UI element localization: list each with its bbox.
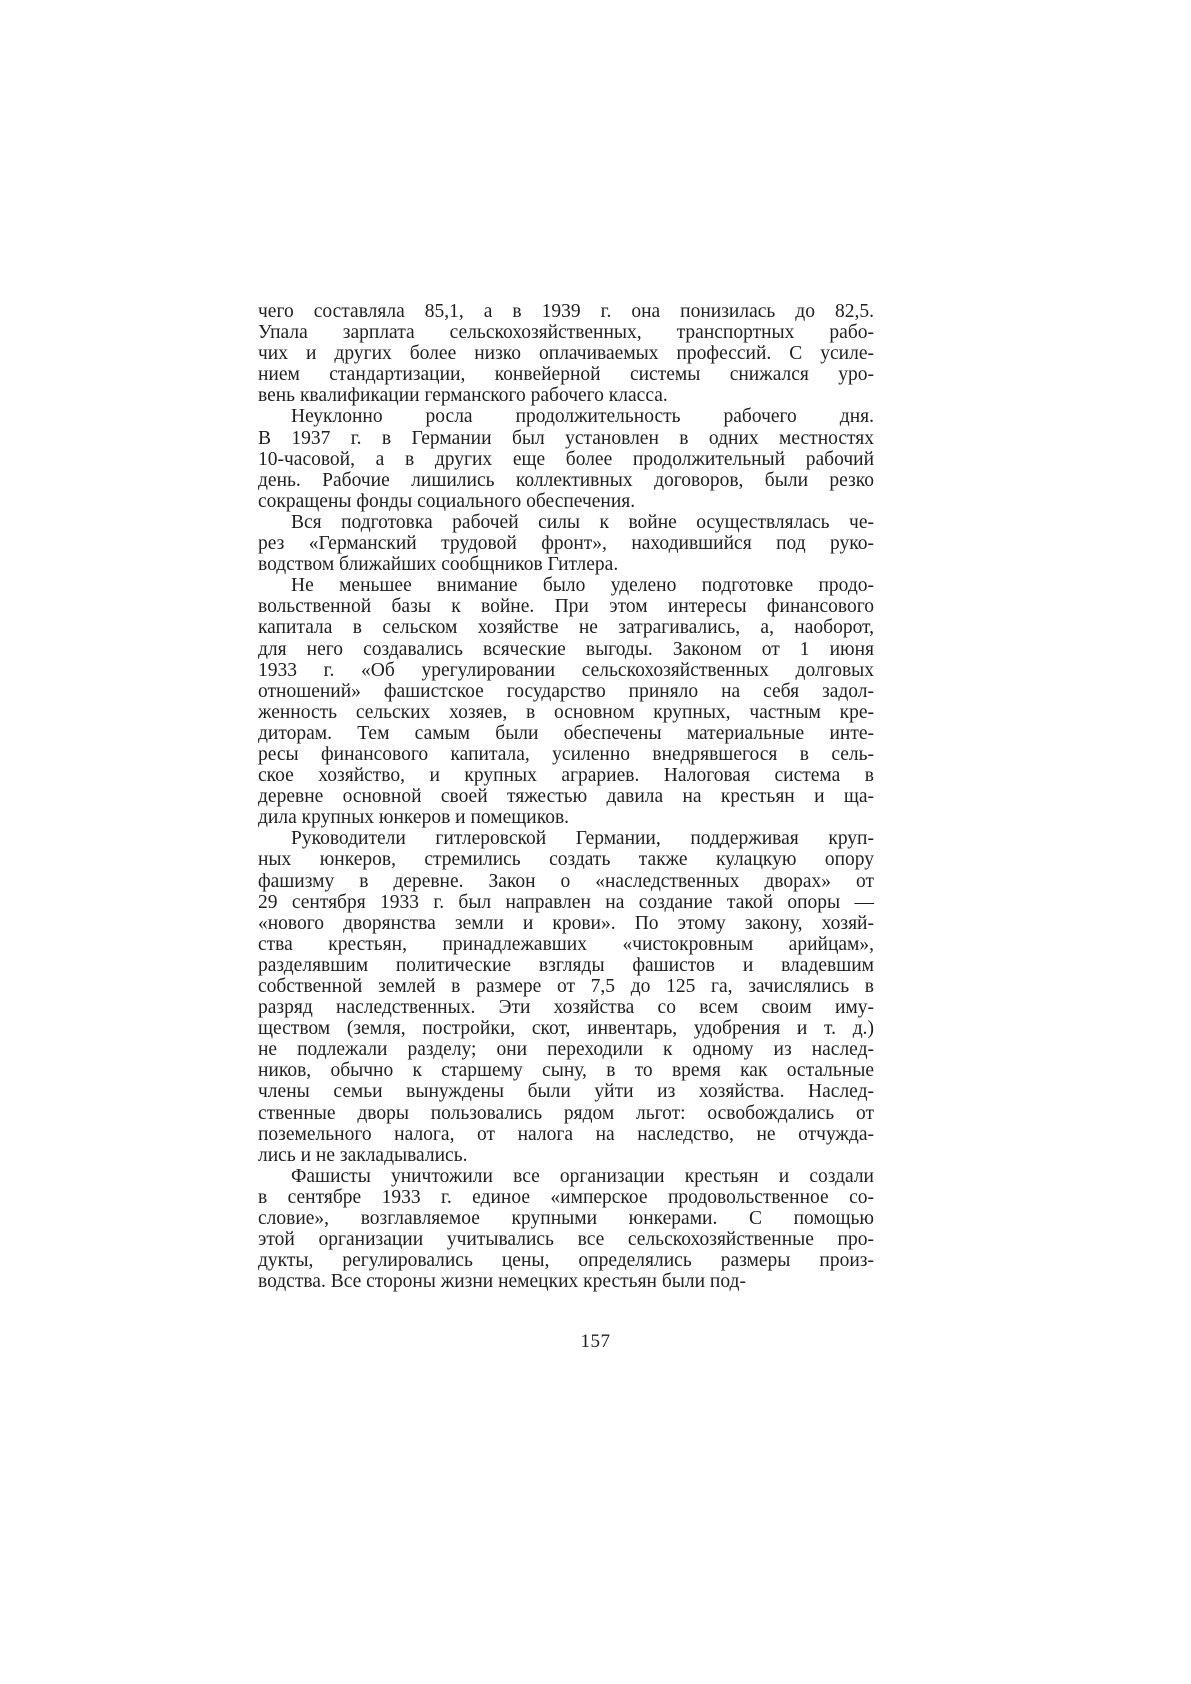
text-line: В 1937 г. в Германии был установлен в одних местностях [258, 427, 874, 449]
paragraph [258, 512, 874, 575]
text-line: фашизму в деревне. Закон о «наследственных дворах» от [258, 870, 874, 892]
text-line: разделявшим политические взгляды фашистов и владевшим [258, 954, 874, 976]
text-line: в сентябре 1933 г. единое «имперское продовольственное со- [258, 1186, 874, 1208]
paragraph [258, 828, 874, 1166]
text-line: поземельного налога, от налога на наследство, не отчужда- [258, 1123, 874, 1145]
text-line: день. Рабочие лишились коллективных договоров, были резко [258, 469, 874, 491]
text-line: капитала в сельском хозяйстве не затрагивались, а, наоборот, [258, 617, 874, 639]
text-line: 1933 г. «Об урегулировании сельскохозяйственных долговых [258, 659, 874, 681]
text-line: этой организации учитывались все сельскохозяйственные про- [258, 1229, 874, 1251]
text-line: Неуклонно росла продолжительность рабочего дня. [291, 406, 874, 428]
text-line: вень квалификации германского рабочего класса. [258, 385, 668, 407]
text-line: деревне основной своей тяжестью давила на крестьян и ща- [258, 786, 874, 808]
text-line: ресы финансового капитала, усиленно внедрявшегося в сель- [258, 743, 874, 765]
text-line: Руководители гитлеровской Германии, поддерживая круп- [291, 828, 874, 850]
text-line: дукты, регулировались цены, определялись размеры произ- [258, 1250, 874, 1272]
text-line: дила крупных юнкеров и помещиков. [258, 807, 570, 829]
text-line: 29 сентября 1933 г. был направлен на создание такой опоры — [258, 891, 874, 913]
text-line: Не меньшее внимание было уделено подготовке продо- [291, 575, 874, 597]
text-line: ственные дворы пользовались рядом льгот: освобождались от [258, 1102, 874, 1124]
text-line: чего составляла 85,1, а в 1939 г. она понизилась до 82,5. [258, 301, 874, 322]
paragraph [258, 406, 874, 511]
text-line: Вся подготовка рабочей силы к войне осуществлялась че- [291, 511, 874, 533]
text-line: лись и не закладывались. [258, 1144, 468, 1166]
text-line: для него создавались всяческие выгоды. Законом от 1 июня [258, 638, 874, 660]
text-line: вольственной базы к войне. При этом интересы финансового [258, 596, 874, 618]
body-text [258, 301, 874, 1292]
text-line: рез «Германский трудовой фронт», находившийся под руко- [258, 533, 874, 555]
text-line: не подлежали разделу; они переходили к одному из наслед- [258, 1039, 874, 1061]
text-line: водства. Все стороны жизни немецких крестьян были под- [258, 1271, 746, 1293]
text-line: Упала зарплата сельскохозяйственных, транспортных рабо- [258, 322, 874, 344]
text-line: водством ближайших сообщников Гитлера. [258, 554, 619, 576]
text-line: женность сельских хозяев, в основном крупных, частным кре- [258, 701, 874, 723]
text-line: ществом (земля, постройки, скот, инвентарь, удобрения и т. д.) [258, 1018, 874, 1040]
text-line: «нового дворянства земли и крови». По этому закону, хозяй- [258, 912, 874, 934]
text-line: разряд наследственных. Эти хозяйства со всем своим иму- [258, 997, 874, 1019]
text-line: ных юнкеров, стремились создать также кулацкую опору [258, 849, 874, 871]
text-line: собственной землей в размере от 7,5 до 125 га, зачислялись в [258, 976, 874, 997]
text-line: отношений» фашистское государство приняло на себя задол- [258, 680, 874, 702]
text-line: Фашисты уничтожили все организации крестьян и создали [291, 1165, 874, 1187]
paragraph [258, 1166, 874, 1293]
text-line: чих и других более низко оплачиваемых профессий. С усиле- [258, 343, 874, 365]
paragraph [258, 301, 874, 406]
page-number: 157 [580, 1331, 611, 1352]
text-line: ников, обычно к старшему сыну, в то время как остальные [258, 1060, 874, 1082]
text-line: сокращены фонды социального обеспечения. [258, 490, 636, 512]
text-line: 10-часовой, а в других еще более продолжительный рабочий [258, 448, 874, 470]
text-line: ское хозяйство, и крупных аграриев. Налоговая система в [258, 765, 874, 787]
text-line: словие», возглавляемое крупными юнкерами. С помощью [258, 1208, 874, 1230]
text-line: члены семьи вынуждены были уйти из хозяйства. Наслед- [258, 1081, 874, 1103]
text-line: ства крестьян, принадлежавших «чистокровным арийцам», [258, 933, 874, 955]
text-line: нием стандартизации, конвейерной системы снижался уро- [258, 364, 874, 386]
paragraph [258, 575, 874, 828]
text-line: диторам. Тем самым были обеспечены материальные инте- [258, 722, 874, 744]
